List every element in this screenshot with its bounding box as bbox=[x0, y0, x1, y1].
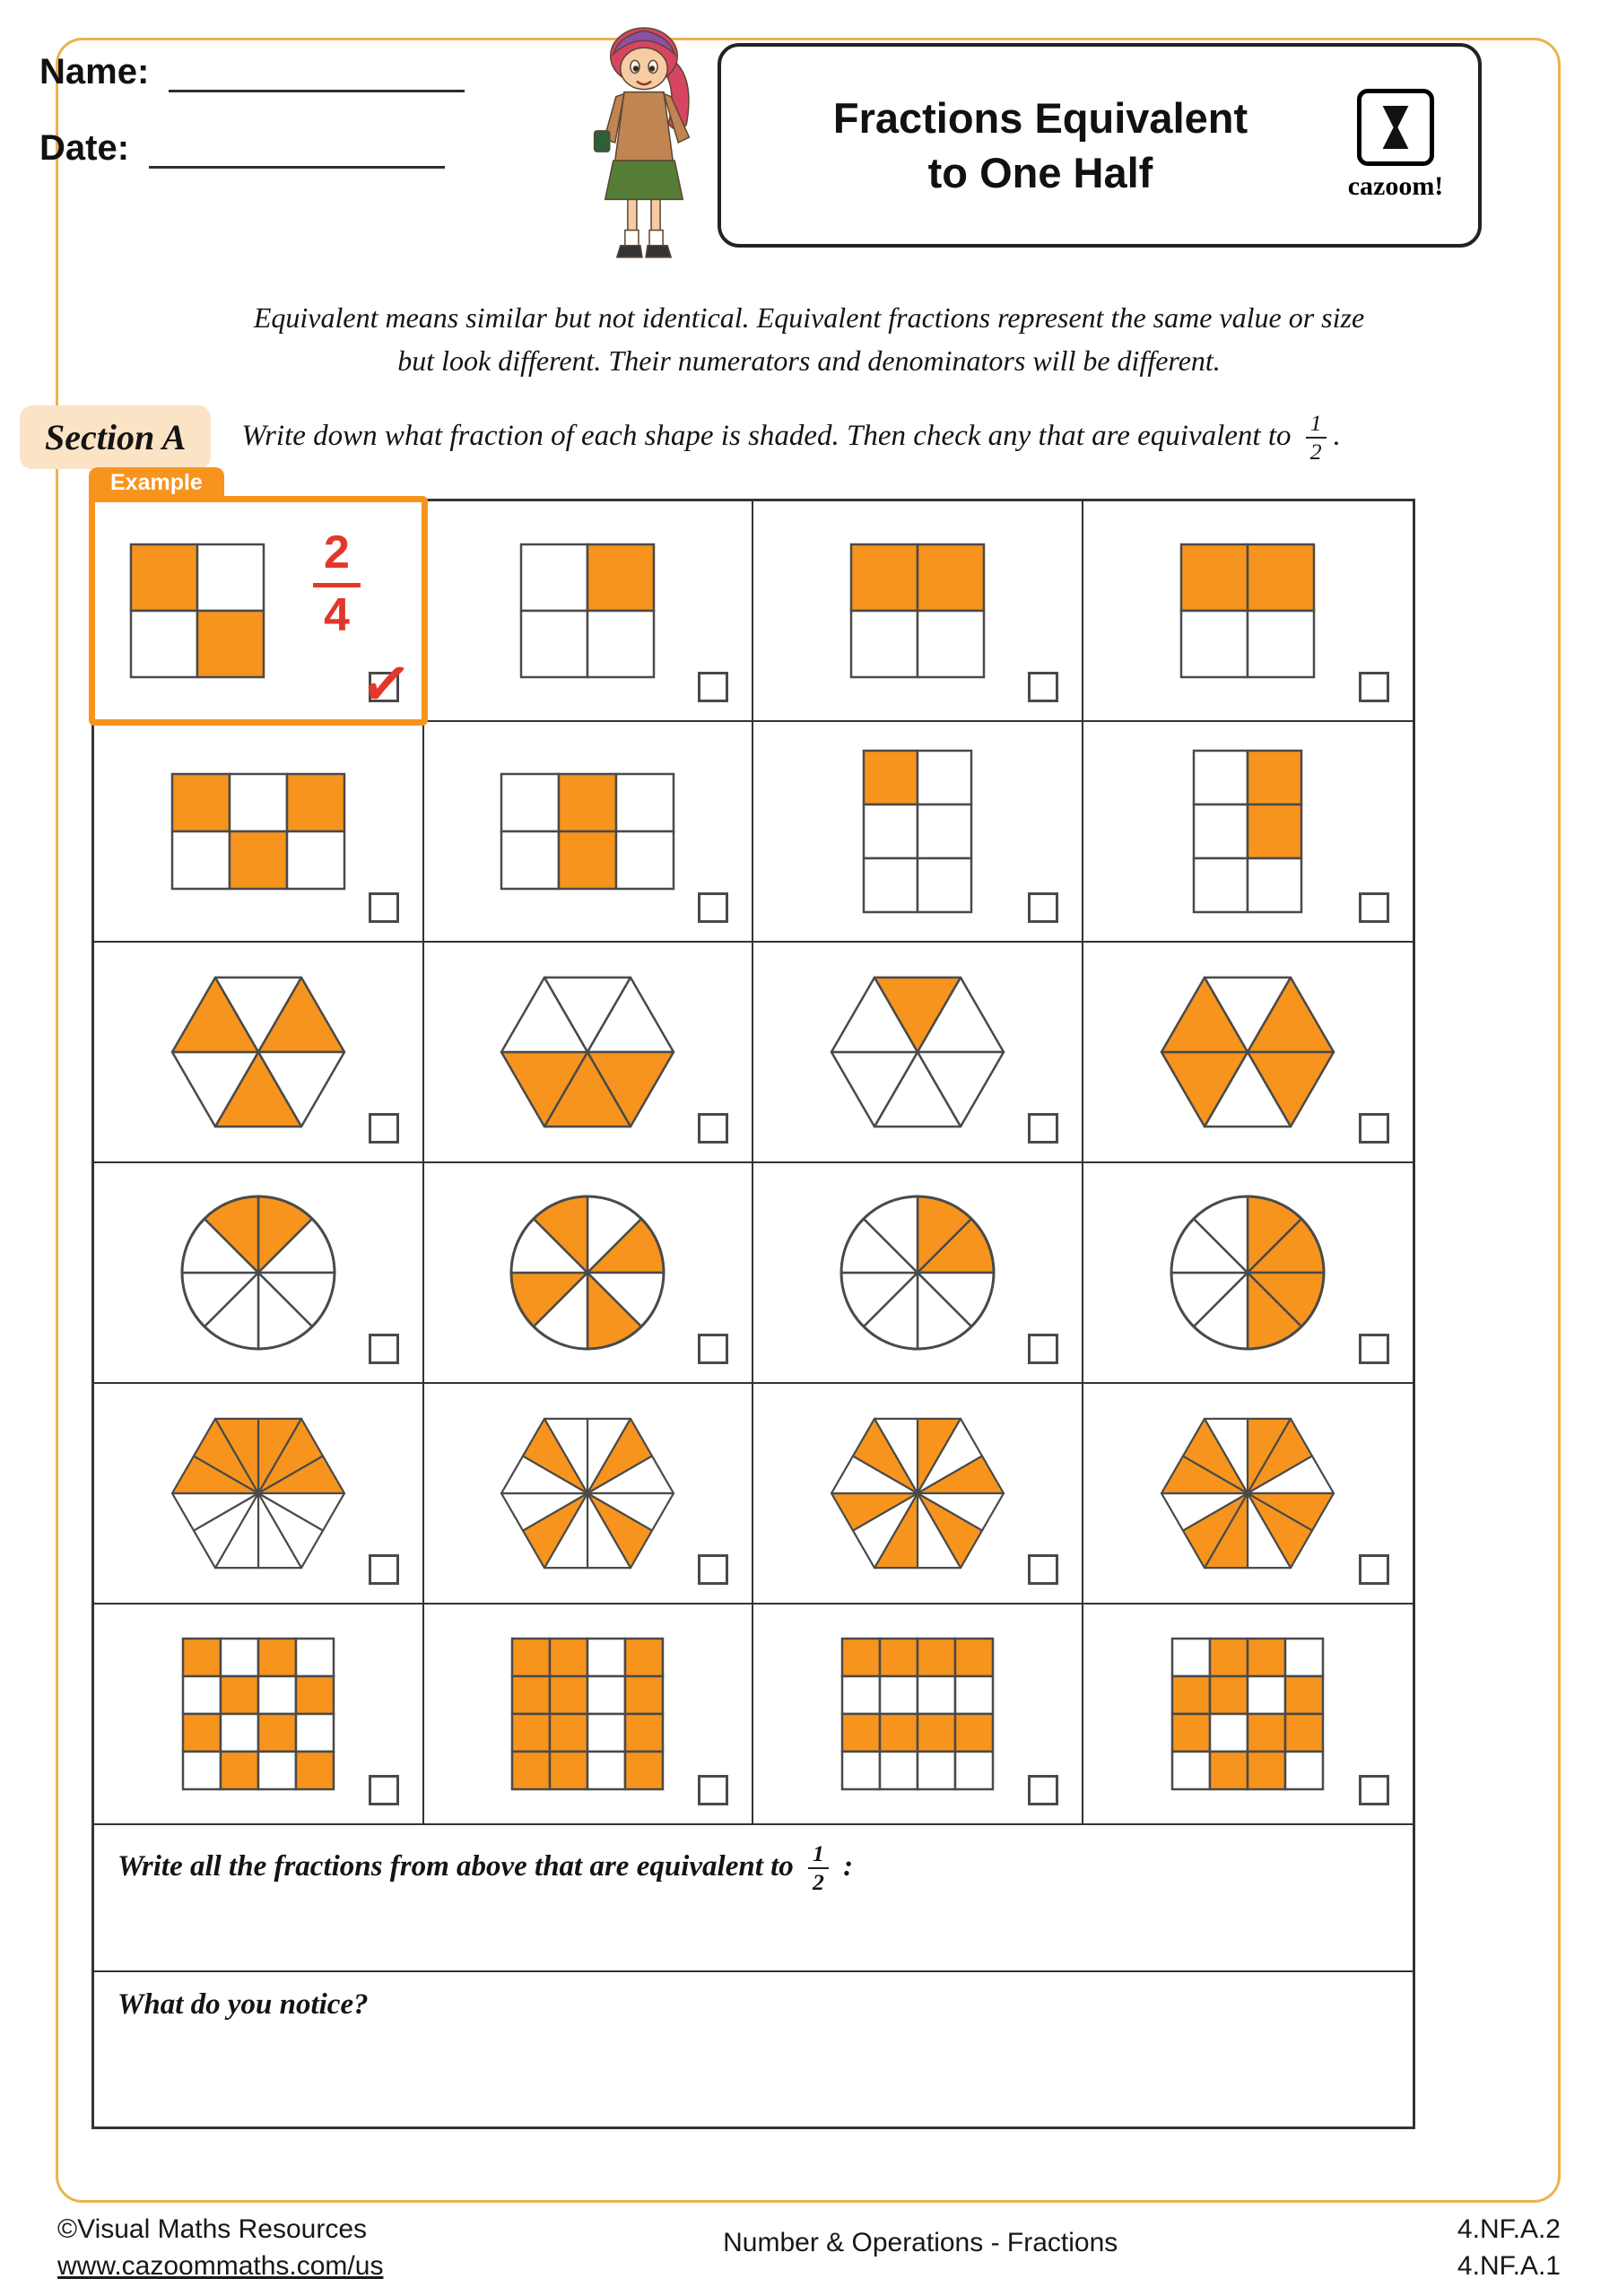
shape-cell bbox=[753, 722, 1083, 943]
fraction-shape-circle8 bbox=[178, 1193, 338, 1352]
shape-cell bbox=[1083, 943, 1414, 1163]
shape-cell bbox=[424, 1163, 754, 1384]
fraction-shape-hex6 bbox=[1158, 973, 1337, 1131]
example-answer-fraction: $\frac{2}{4}$ bbox=[313, 526, 361, 640]
equivalent-checkbox[interactable] bbox=[1359, 672, 1389, 702]
intro-line-1: Equivalent means similar but not identical. Equivalent fractions represent the same value or size bbox=[253, 301, 1365, 334]
fraction-shape-hex12 bbox=[498, 1414, 677, 1572]
equivalent-checkbox[interactable] bbox=[1359, 1554, 1389, 1585]
name-input-line[interactable] bbox=[169, 57, 465, 92]
example-checkmark: ✓ bbox=[356, 648, 415, 721]
fraction-shape-grid bbox=[861, 748, 974, 915]
half-fraction: $\frac{1}{2}$ bbox=[1306, 411, 1327, 464]
shape-cell bbox=[1083, 722, 1414, 943]
fraction-shape-grid bbox=[1179, 542, 1317, 680]
fraction-shape-grid bbox=[1191, 748, 1304, 915]
shape-cell bbox=[424, 1605, 754, 1825]
name-date-block bbox=[39, 52, 465, 204]
shape-cell bbox=[424, 943, 754, 1163]
shape-cell bbox=[424, 722, 754, 943]
cazoom-logo-text: cazoom! bbox=[1347, 171, 1444, 201]
shape-cell bbox=[1083, 1384, 1414, 1605]
mascot-illustration bbox=[561, 7, 728, 278]
fraction-shape-grid bbox=[1170, 1636, 1326, 1792]
shape-cell bbox=[753, 943, 1083, 1163]
fraction-shape-hex12 bbox=[828, 1414, 1007, 1572]
equivalent-checkbox[interactable] bbox=[369, 892, 399, 923]
footer-standards bbox=[1457, 2212, 1561, 2284]
shape-cell bbox=[1083, 1605, 1414, 1825]
half-fraction: $\frac{1}{2}$ bbox=[808, 1841, 829, 1894]
equivalent-checkbox[interactable] bbox=[1028, 892, 1058, 923]
example-tab: Example bbox=[89, 467, 224, 500]
date-input-line[interactable] bbox=[149, 134, 445, 169]
equivalent-checkbox[interactable] bbox=[698, 1775, 728, 1805]
intro-line-2: but look different. Their numerators and denominators will be different. bbox=[397, 344, 1221, 377]
fraction-shape-hex6 bbox=[828, 973, 1007, 1131]
footer-domain-text: Number & Operations - Fractions bbox=[723, 2228, 1118, 2257]
worksheet-title bbox=[744, 91, 1336, 200]
equivalent-checkbox[interactable] bbox=[369, 1113, 399, 1144]
shape-cell bbox=[1083, 1163, 1414, 1384]
footer-left bbox=[57, 2212, 383, 2284]
shape-cell bbox=[1083, 501, 1414, 722]
equivalent-checkbox[interactable] bbox=[369, 1775, 399, 1805]
shape-cell bbox=[753, 501, 1083, 722]
shape-cell bbox=[753, 1163, 1083, 1384]
fraction-shape-grid bbox=[509, 1636, 665, 1792]
equivalent-checkbox[interactable] bbox=[1028, 1554, 1058, 1585]
shape-cell bbox=[94, 1163, 424, 1384]
date-label: Date: bbox=[39, 128, 130, 168]
write-fractions-suffix: : bbox=[843, 1850, 854, 1883]
equivalent-checkbox[interactable] bbox=[698, 892, 728, 923]
write-fractions-row[interactable] bbox=[94, 1825, 1413, 1972]
page-footer bbox=[57, 2212, 1561, 2284]
equivalent-checkbox[interactable] bbox=[1359, 1334, 1389, 1364]
fraction-shape-hex12 bbox=[1158, 1414, 1337, 1572]
shape-cell bbox=[424, 1384, 754, 1605]
equivalent-checkbox[interactable] bbox=[698, 1334, 728, 1364]
standard-code-1: 4.NF.A.2 bbox=[1457, 2214, 1561, 2244]
notice-row[interactable] bbox=[94, 1972, 1413, 2126]
worksheet-table bbox=[91, 470, 1415, 2129]
equivalent-checkbox[interactable] bbox=[1028, 1113, 1058, 1144]
intro-text bbox=[0, 296, 1618, 382]
shapes-grid bbox=[94, 470, 1413, 1825]
fraction-shape-grid bbox=[170, 771, 347, 891]
fraction-shape-grid bbox=[499, 771, 676, 891]
section-a-label: Section A bbox=[20, 405, 211, 469]
equivalent-checkbox[interactable] bbox=[1028, 672, 1058, 702]
equivalent-checkbox[interactable] bbox=[1028, 1334, 1058, 1364]
fraction-shape-grid bbox=[180, 1636, 336, 1792]
section-a-instruction bbox=[241, 411, 1340, 464]
shape-cell bbox=[94, 943, 424, 1163]
equivalent-checkbox[interactable] bbox=[1359, 892, 1389, 923]
fraction-shape-circle8 bbox=[1168, 1193, 1327, 1352]
section-a-row bbox=[20, 405, 1598, 469]
cazoom-logo bbox=[1336, 89, 1455, 202]
cazoom-url-link[interactable]: www.cazoommaths.com/us bbox=[57, 2250, 384, 2281]
instruction-suffix: . bbox=[1333, 420, 1341, 452]
title-line-2: to One Half bbox=[927, 149, 1153, 196]
girl-cartoon-icon bbox=[561, 7, 728, 278]
title-line-1: Fractions Equivalent bbox=[832, 93, 1248, 142]
shape-cell bbox=[424, 501, 754, 722]
equivalent-checkbox[interactable] bbox=[698, 1554, 728, 1585]
copyright-text: ©Visual Maths Resources bbox=[57, 2214, 368, 2244]
fraction-shape-circle8 bbox=[838, 1193, 997, 1352]
fraction-shape-hex6 bbox=[498, 973, 677, 1131]
name-label: Name: bbox=[39, 52, 150, 91]
notice-prompt: What do you notice? bbox=[117, 1988, 369, 2021]
equivalent-checkbox[interactable] bbox=[369, 1554, 399, 1585]
equivalent-checkbox[interactable] bbox=[698, 672, 728, 702]
standard-code-2: 4.NF.A.1 bbox=[1457, 2250, 1561, 2281]
fraction-shape-grid bbox=[128, 542, 266, 680]
fraction-shape-hex6 bbox=[169, 973, 348, 1131]
fraction-shape-hex12 bbox=[169, 1414, 348, 1572]
fraction-shape-grid bbox=[848, 542, 987, 680]
fraction-shape-grid bbox=[518, 542, 657, 680]
shape-cell bbox=[753, 1384, 1083, 1605]
shape-cell bbox=[94, 1384, 424, 1605]
hourglass-logo-icon bbox=[1357, 89, 1434, 166]
shape-cell bbox=[94, 722, 424, 943]
equivalent-checkbox[interactable] bbox=[369, 1334, 399, 1364]
equivalent-checkbox[interactable] bbox=[1359, 1113, 1389, 1144]
equivalent-checkbox[interactable] bbox=[698, 1113, 728, 1144]
title-box bbox=[718, 43, 1482, 248]
write-fractions-prompt: Write all the fractions from above that are equivalent to bbox=[117, 1850, 794, 1883]
fraction-shape-grid bbox=[839, 1636, 996, 1792]
instruction-text: Write down what fraction of each shape is shaded. Then check any that are equivalent to bbox=[241, 420, 1292, 452]
equivalent-checkbox[interactable] bbox=[1359, 1775, 1389, 1805]
example-cell bbox=[94, 470, 424, 722]
shape-cell bbox=[753, 1605, 1083, 1825]
fraction-shape-circle8 bbox=[508, 1193, 667, 1352]
shape-cell bbox=[94, 1605, 424, 1825]
equivalent-checkbox[interactable] bbox=[1028, 1775, 1058, 1805]
